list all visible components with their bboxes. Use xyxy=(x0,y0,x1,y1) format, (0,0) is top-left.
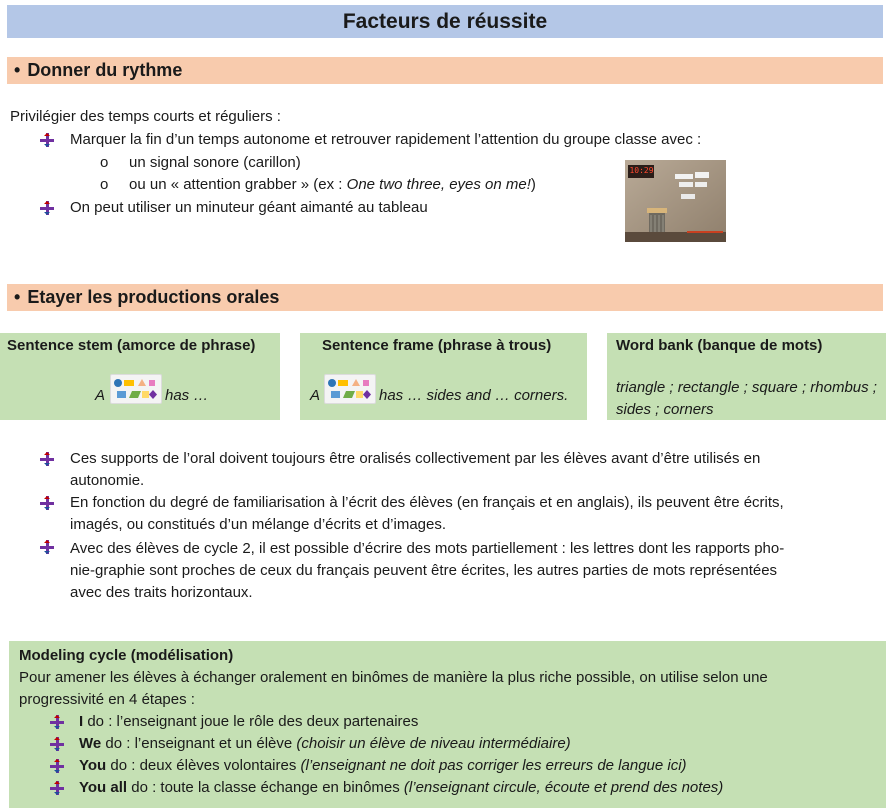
sub-item-grabber xyxy=(129,176,536,193)
sentence-frame-post: has … sides and … corners. xyxy=(379,387,569,404)
sub-item-grabber-prefix: ou un « attention grabber » (ex : xyxy=(129,176,347,193)
clock-display: 10:29 xyxy=(629,166,654,175)
modeling-title: Modeling cycle (modélisation) xyxy=(19,647,234,664)
circle-bullet-icon: o xyxy=(100,154,109,171)
step-text: do : deux élèves volontaires xyxy=(106,757,301,774)
step-note: (choisir un élève de niveau intermédiaire) xyxy=(296,735,571,752)
modeling-cycle-box xyxy=(9,641,886,808)
section-heading-rythme xyxy=(7,57,883,84)
bullet-cycle2-line2: nie-graphie sont proches de ceux du français peuvent être écrites, les autres parties de mots représentées xyxy=(70,562,778,579)
sentence-frame-box xyxy=(300,333,587,420)
modeling-intro-line1: Pour amener les élèves à échanger oralement en binômes de manière la plus riche possible, on utilise selon une xyxy=(19,669,768,686)
arrow-bullet-icon xyxy=(40,201,54,215)
circle-bullet-icon: o xyxy=(100,176,109,193)
step-you-do xyxy=(79,757,687,774)
page-title xyxy=(7,5,883,38)
sentence-stem-post: has … xyxy=(165,387,209,404)
step-note: (l’enseignant circule, écoute et prend des notes) xyxy=(403,779,724,796)
sub-item-grabber-example: One two three, eyes on me! xyxy=(346,176,531,193)
bullet-dot: • xyxy=(14,60,21,80)
arrow-bullet-icon xyxy=(50,759,64,773)
section-heading-text: Etayer les productions orales xyxy=(27,287,280,307)
step-note: (l’enseignant ne doit pas corriger les erreurs de langue ici) xyxy=(300,757,687,774)
arrow-bullet-icon xyxy=(50,781,64,795)
word-bank-box xyxy=(607,333,886,420)
step-label: We xyxy=(79,735,102,752)
sentence-frame-pre: A xyxy=(310,387,321,404)
classroom-photo xyxy=(625,160,726,242)
arrow-bullet-icon xyxy=(40,496,54,510)
section-heading-text: Donner du rythme xyxy=(27,60,183,80)
intro-text: Privilégier des temps courts et réguliers : xyxy=(10,108,281,125)
sub-item-carillon: un signal sonore (carillon) xyxy=(129,154,301,171)
step-text: do : l’enseignant et un élève xyxy=(101,735,297,752)
section-heading-productions xyxy=(7,284,883,311)
shapes-image xyxy=(324,374,376,404)
step-text: do : l’enseignant joue le rôle des deux partenaires xyxy=(83,713,419,730)
sentence-stem-pre: A xyxy=(95,387,106,404)
step-i-do xyxy=(79,713,418,730)
page-title-text: Facteurs de réussite xyxy=(342,9,548,33)
bullet-item-minuteur: On peut utiliser un minuteur géant aimanté au tableau xyxy=(70,199,428,216)
shapes-image xyxy=(110,374,162,404)
arrow-bullet-icon xyxy=(50,715,64,729)
sentence-stem-title: Sentence stem (amorce de phrase) xyxy=(7,337,256,354)
bullet-familiarisation-line2: imagés, ou constitués d’un mélange d’écrits et d’images. xyxy=(70,516,447,533)
bullet-item-signal: Marquer la fin d’un temps autonome et retrouver rapidement l’attention du groupe classe avec : xyxy=(70,131,702,148)
bullet-cycle2-line1: Avec des élèves de cycle 2, il est possible d’écrire des mots partiellement : les lettres dont les rapports pho- xyxy=(70,540,785,557)
step-you-all-do xyxy=(79,779,723,796)
modeling-intro-line2: progressivité en 4 étapes : xyxy=(19,691,195,708)
bullet-supports-line2: autonomie. xyxy=(70,472,145,489)
shapes-image-drawing xyxy=(325,375,375,403)
step-we-do xyxy=(79,735,571,752)
bullet-dot: • xyxy=(14,287,21,307)
arrow-bullet-icon xyxy=(40,133,54,147)
word-bank-title: Word bank (banque de mots) xyxy=(616,337,823,354)
word-bank-line1: triangle ; rectangle ; square ; rhombus ; xyxy=(616,379,877,396)
arrow-bullet-icon xyxy=(50,737,64,751)
word-bank-line2: sides ; corners xyxy=(616,401,714,418)
step-text: do : toute la classe échange en binômes xyxy=(127,779,404,796)
step-label: You xyxy=(79,757,107,774)
sentence-stem-box xyxy=(0,333,280,420)
sub-item-grabber-suffix: ) xyxy=(530,176,536,193)
bullet-cycle2-line3: avec des traits horizontaux. xyxy=(70,584,253,601)
step-label: You all xyxy=(79,779,128,796)
shapes-image-drawing xyxy=(111,375,161,403)
step-label: I xyxy=(79,713,84,730)
bullet-supports-line1: Ces supports de l’oral doivent toujours être oralisés collectivement par les élèves avant d’être utilisés en xyxy=(70,450,761,467)
sentence-frame-title: Sentence frame (phrase à trous) xyxy=(322,337,552,354)
arrow-bullet-icon xyxy=(40,452,54,466)
bullet-familiarisation-line1: En fonction du degré de familiarisation à l’écrit des élèves (en français et en anglais), ils peuvent être écrits, xyxy=(70,494,784,511)
arrow-bullet-icon xyxy=(40,540,54,554)
